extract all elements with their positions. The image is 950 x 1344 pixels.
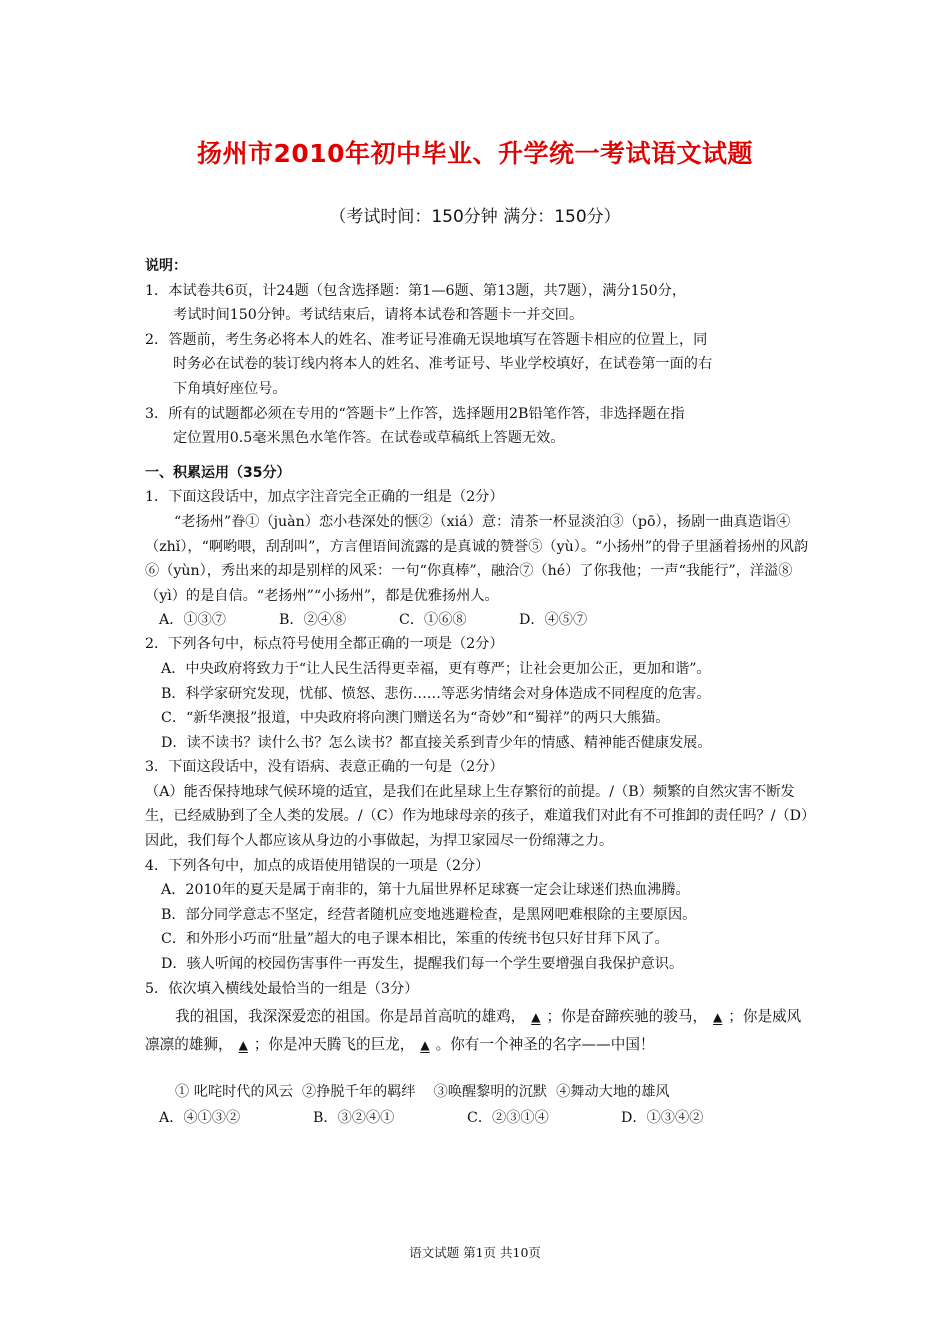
question-2-option-b: B．科学家研究发现，忧郁、愤怒、悲伤……等恶劣情绪会对身体造成不同程度的危害。 (161, 685, 711, 702)
exam-time-info: （考试时间：150分钟 满分：150分） (329, 207, 621, 227)
question-1-passage: “老扬州”眷①（juàn）恋小巷深处的惬②（xiá）意：清茶一杯显淡泊③（pō），扬剧一曲真造诣④（zhǐ），“啊哟喂，刮刮叫”，方言俚语间流露的是真诚的赞誉⑤（yù）。“小扬州”的骨子里涵着扬州的风韵⑥（yùn），秀出来的却是别样的风采：一句“你真棒”，融洽⑦（hé）了你我他；一声“我能行”，洋溢⑧（yì）的是自信。“老扬州”“小扬州”，都是优雅扬州人。 (145, 513, 809, 604)
question-5-options (145, 1106, 811, 1130)
question-5-segment-1: 我的祖国，我深深爱恋的祖国。你是昂首高吭的雄鸡， (175, 1008, 526, 1026)
instruction-1-line-1: 1．本试卷共6页，计24题（包含选择题：第1—6题、第13题，共7题），满分150分， (145, 282, 687, 299)
question-5-option-b: B．③②④① (313, 1110, 395, 1127)
question-5-segment-5: 。你有一个神圣的名字——中国！ (435, 1036, 655, 1054)
question-2-stem: 2．下列各句中，标点符号使用全都正确的一项是（2分） (145, 636, 504, 653)
question-5-stem: 5．依次填入横线处最恰当的一组是（3分） (145, 980, 419, 997)
question-4-option-d: D．骇人听闻的校园伤害事件一再发生，提醒我们每一个学生要增强自我保护意识。 (161, 956, 684, 973)
exam-body (145, 254, 811, 1130)
question-5-option-a: A．④①③② (159, 1110, 241, 1127)
page-title: 扬州市2010年初中毕业、升学统一考试语文试题 (196, 139, 754, 168)
question-5-phrase-choices: ① 叱咤时代的风云 ②挣脱千年的羁绊 ③唤醒黎明的沉默 ④舞动大地的雄风 (175, 1084, 670, 1101)
question-3-stem: 3．下面这段话中，没有语病、表意正确的一句是（2分） (145, 759, 504, 776)
instruction-2-line-1: 2．答题前，考生务必将本人的姓名、准考证号准确无误地填写在答题卡相应的位置上，同 (145, 331, 708, 348)
question-2-option-d: D．读不读书？读什么书？怎么读书？都直接关系到青少年的情感、精神能否健康发展。 (161, 734, 712, 751)
instruction-2-line-2: 时务必在试卷的装订线内将本人的姓名、准考证号、毕业学校填好，在试卷第一面的右 (173, 356, 713, 373)
instruction-3-line-1: 3．所有的试题都必须在专用的“答题卡”上作答，选择题用2B铅笔作答，非选择题在指 (145, 405, 685, 422)
question-5-segment-2: ；你是奋蹄疾驰的骏马， (546, 1008, 708, 1026)
question-4-option-b: B．部分同学意志不坚定，经营者随机应变地逃避检查，是黑网吧难根除的主要原因。 (161, 906, 697, 923)
blank-4: ▲ (420, 1038, 430, 1053)
question-1-option-c: C．①⑥⑧ (399, 612, 467, 629)
question-1-options (145, 608, 811, 632)
blank-2: ▲ (713, 1010, 723, 1025)
instruction-3-line-2: 定位置用0.5毫米黑色水笔作答。在试卷或草稿纸上答题无效。 (173, 430, 565, 447)
page-footer: 语文试题 第1页 共10页 (409, 1245, 541, 1260)
question-1-option-b: B．②④⑧ (279, 612, 347, 629)
question-4-option-c: C．和外形小巧而“肚量”超大的电子课本相比，笨重的传统书包只好甘拜下风了。 (161, 931, 669, 948)
question-1-stem: 1．下面这段话中，加点字注音完全正确的一组是（2分） (145, 489, 504, 506)
question-5-option-d: D．①③④② (621, 1110, 704, 1127)
instruction-1-line-2: 考试时间150分钟。考试结束后，请将本试卷和答题卡一并交回。 (173, 307, 584, 324)
question-5-segment-4: ；你是冲天腾飞的巨龙， (253, 1036, 415, 1054)
instructions-heading: 说明： (145, 258, 187, 274)
blank-1: ▲ (531, 1010, 541, 1025)
question-4-option-a: A．2010年的夏天是属于南非的，第十九届世界杯足球赛一定会让球迷们热血沸腾。 (161, 882, 690, 899)
question-5-passage (145, 1003, 811, 1059)
question-5-option-c: C．②③①④ (467, 1110, 549, 1127)
question-1-option-d: D．④⑤⑦ (519, 612, 588, 629)
question-2-option-a: A．中央政府将致力于“让人民生活得更幸福，更有尊严；让社会更加公正，更加和谐”。 (161, 660, 711, 677)
question-5-segment-3: ；你是威风凛凛的雄狮， (145, 1008, 802, 1054)
question-2-option-c: C．“新华澳报”报道，中央政府将向澳门赠送名为“奇妙”和“蜀祥”的两只大熊猫。 (161, 710, 670, 727)
instruction-2-line-3: 下角填好座位号。 (173, 380, 287, 397)
section-1-heading: 一、积累运用（35分） (145, 464, 291, 481)
question-1-option-a: A．①③⑦ (159, 612, 226, 629)
blank-3: ▲ (238, 1038, 248, 1053)
question-4-stem: 4．下列各句中，加点的成语使用错误的一项是（2分） (145, 857, 490, 874)
question-3-passage: （A）能否保持地球气候环境的适宜，是我们在此星球上生存繁衍的前提。/（B）频繁的自然灾害不断发生，已经威胁到了全人类的发展。/（C）作为地球母亲的孩子，难道我们对此有不可推卸的责任吗？/（D）因此，我们每个人都应该从身边的小事做起，为捍卫家园尽一份绵薄之力。 (145, 783, 809, 850)
